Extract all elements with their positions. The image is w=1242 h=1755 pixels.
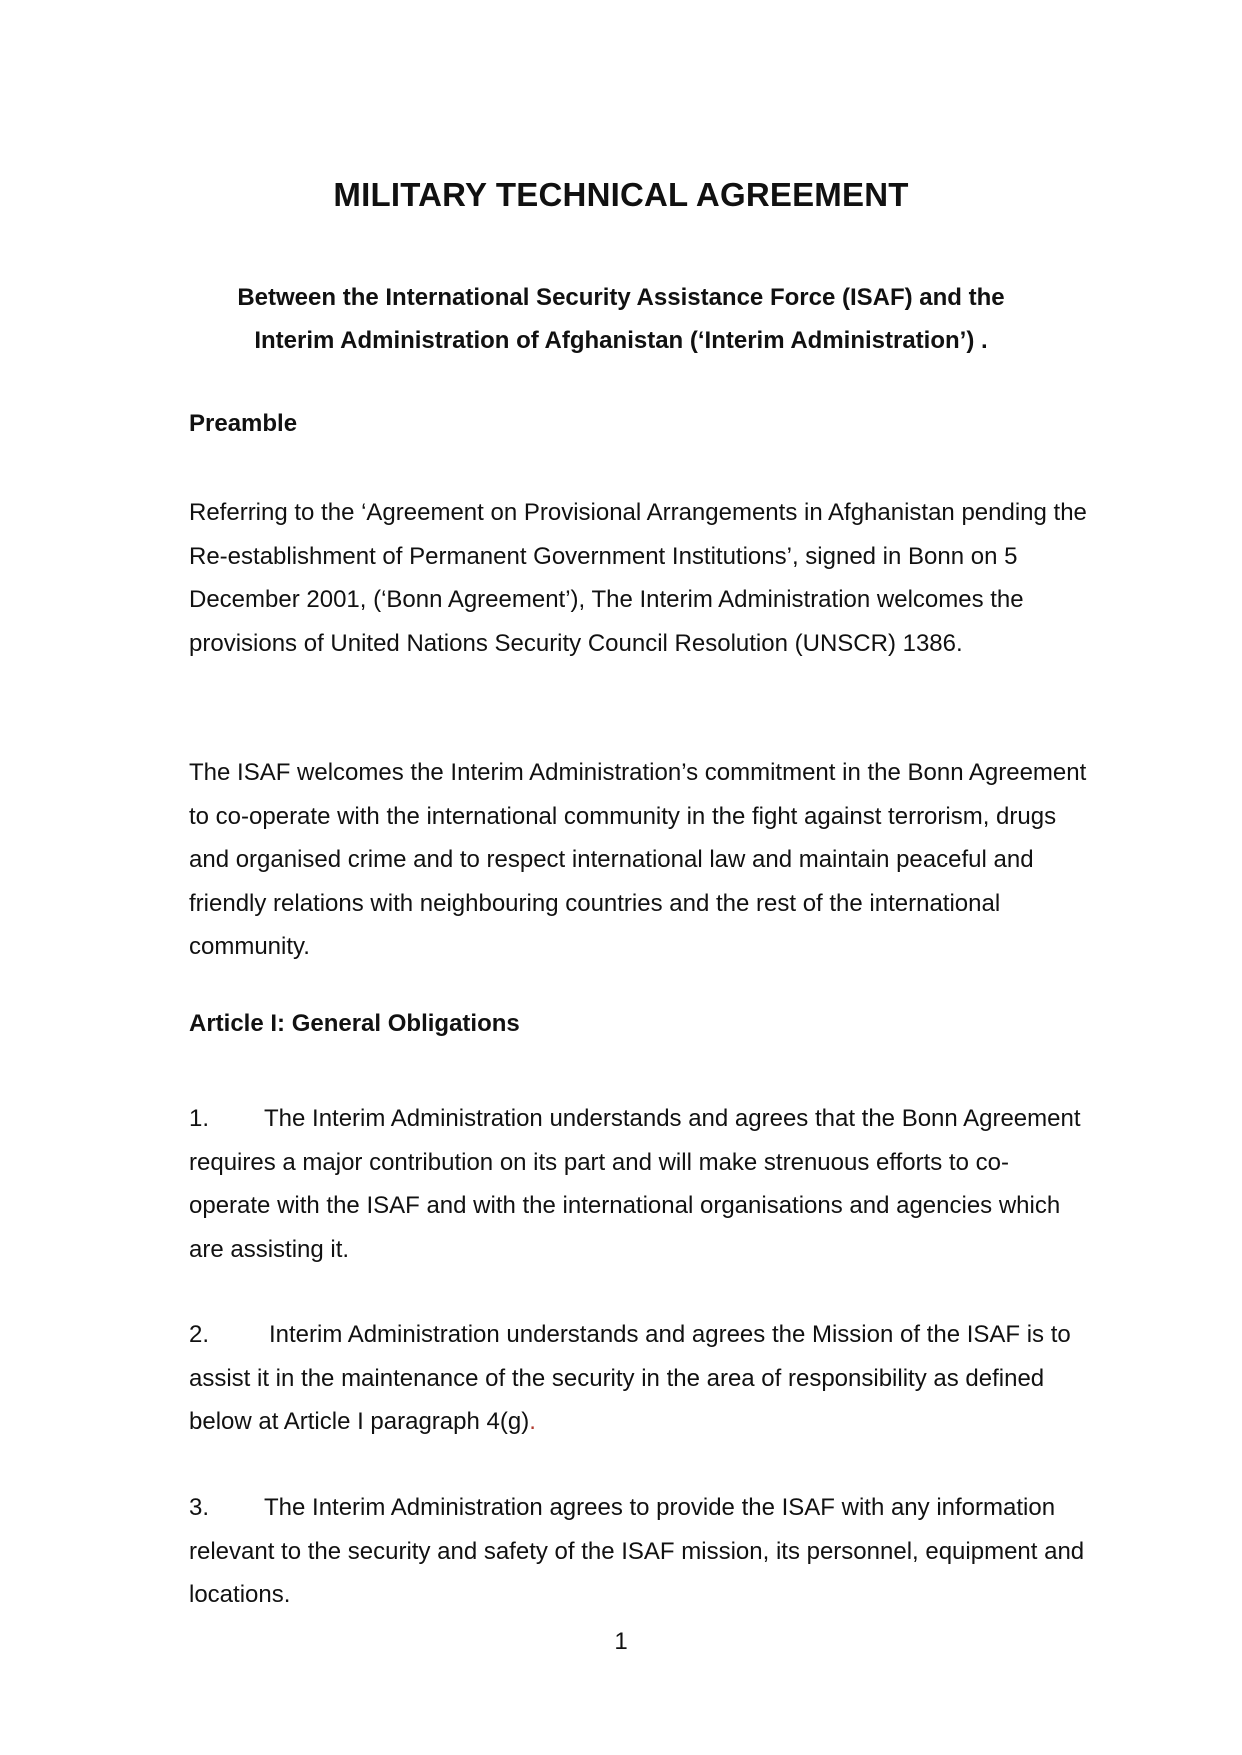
item-text: Interim Administration understands and agrees the Mission of the ISAF is to assist it in the maintenance of the security in the area of responsibility as defined below at Article I paragraph 4(g)	[189, 1321, 1071, 1435]
page-number: 1	[614, 1628, 628, 1655]
article-1-item-3	[189, 1486, 1089, 1617]
subtitle-line-1: Between the International Security Assistance Force (ISAF) and the	[237, 284, 1005, 311]
item-number: 3.	[189, 1494, 210, 1521]
item-number: 1.	[189, 1105, 210, 1132]
document-title: MILITARY TECHNICAL AGREEMENT	[333, 176, 909, 213]
article-1-heading: Article I: General Obligations	[189, 1010, 520, 1037]
item-number: 2.	[189, 1321, 210, 1348]
article-1-item-1	[189, 1097, 1089, 1271]
item-trailing-period: .	[529, 1408, 536, 1435]
document-subtitle	[160, 276, 1082, 362]
item-text: The Interim Administration understands and agrees that the Bonn Agreement requires a major contribution on its part and will make strenuous efforts to co-operate with the ISAF and with the international organisations and agencies which are assisting it.	[189, 1105, 1081, 1263]
subtitle-line-2: Interim Administration of Afghanistan (‘Interim Administration’) .	[254, 327, 988, 354]
preamble-paragraph-1: Referring to the ‘Agreement on Provisional Arrangements in Afghanistan pending the Re-establishment of Permanent Government Institutions’, signed in Bonn on 5 December 2001, (‘Bonn Agreement’), The Interim Administration welcomes the provisions of United Nations Security Council Resolution (UNSCR) 1386.	[189, 499, 1087, 657]
preamble-paragraph-2: The ISAF welcomes the Interim Administration’s commitment in the Bonn Agreement to co-operate with the international community in the fight against terrorism, drugs and organised crime and to respect international law and maintain peaceful and friendly relations with neighbouring countries and the rest of the international community.	[189, 759, 1087, 960]
preamble-heading: Preamble	[189, 410, 298, 437]
article-1-item-2	[189, 1313, 1089, 1444]
item-text: The Interim Administration agrees to provide the ISAF with any information relevant to the security and safety of the ISAF mission, its personnel, equipment and locations.	[189, 1494, 1085, 1608]
